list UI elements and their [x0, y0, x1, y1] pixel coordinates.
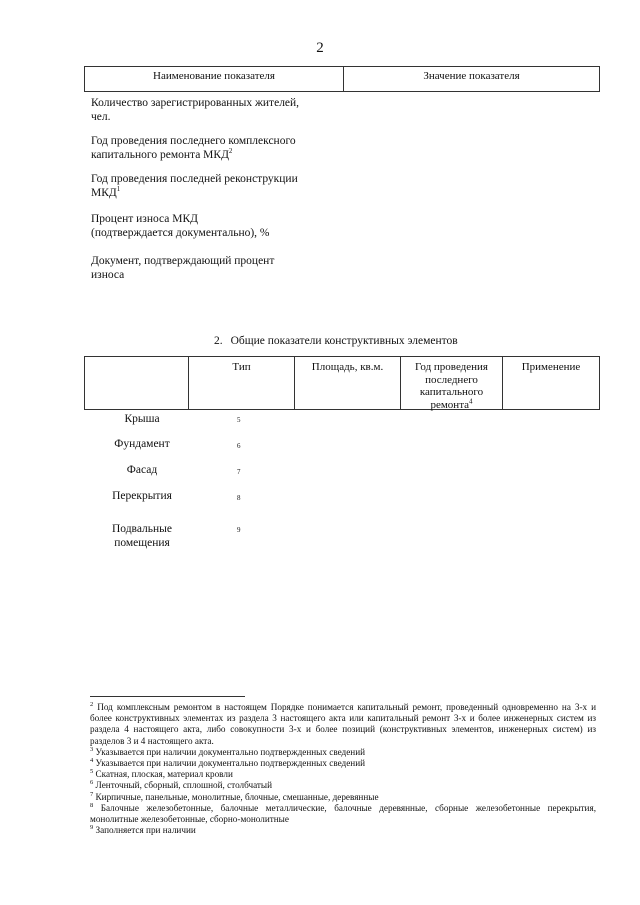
footnote-4 [90, 758, 596, 769]
indicator-row-wear-percent [91, 212, 341, 240]
footnote-2 [90, 702, 596, 747]
indicator-row-wear-document [91, 254, 341, 282]
indicator-row-line1: Процент износа МКД [91, 213, 198, 225]
footnote-5 [90, 769, 596, 780]
footnote-number: 9 [90, 824, 94, 832]
footnote-ref: 5 [237, 416, 241, 424]
footnote-7 [90, 792, 596, 803]
indicator-row-line2: МКД [91, 187, 117, 199]
footnote-text: Балочные железобетонные, балочные металлические, балочные деревянные, сборные железобетонные перекрытия, монолитные железобетонные, сборно-монолитные [90, 802, 596, 825]
element-foundation-label: Фундамент [114, 438, 170, 450]
indicator-row-line1: Документ, подтверждающий процент [91, 255, 275, 267]
footnote-6 [90, 780, 596, 791]
indicator-name-column-header: Наименование показателя [85, 67, 344, 91]
footnote-text: Скатная, плоская, материал кровли [93, 769, 233, 780]
footnote-number: 3 [90, 745, 94, 753]
footnote-number: 6 [90, 779, 94, 787]
footnote-ref: 4 [469, 396, 473, 405]
footnote-text: Указывается при наличии документально подтвержденных сведений [93, 758, 366, 769]
footnote-ref: 8 [237, 494, 241, 502]
footnote-ref: 7 [237, 468, 241, 476]
footnote-9 [90, 825, 596, 836]
footnote-ref: 6 [237, 442, 241, 450]
footnote-ref: 9 [237, 526, 241, 534]
indicator-row-reconstruction-year [91, 172, 341, 200]
indicator-row-line2: износа [91, 269, 125, 281]
footnote-3 [90, 747, 596, 758]
footnote-ref: 1 [116, 185, 121, 194]
element-basement-label [88, 522, 196, 550]
repair-year-header-line1: Год проведения [415, 361, 488, 373]
footnote-divider [90, 696, 245, 697]
section-title-text: Общие показатели конструктивных элементов [230, 335, 458, 347]
indicator-row-line1: Количество зарегистрированных жителей, [91, 97, 300, 109]
structural-elements-table-header [84, 356, 600, 410]
footnote-ref: 2 [228, 147, 233, 156]
usage-column-header: Применение [521, 361, 581, 373]
footnote-text: Заполняется при наличии [93, 825, 196, 836]
element-facade-label: Фасад [126, 464, 158, 476]
footnote-number: 2 [90, 700, 94, 708]
element-basement-line2: помещения [114, 537, 170, 549]
repair-year-column-header [401, 357, 503, 409]
indicator-row-line2: чел. [91, 111, 111, 123]
footnote-number: 8 [90, 801, 94, 809]
element-roof-label: Крыша [124, 413, 160, 425]
repair-year-header-line3: капитального [419, 386, 484, 398]
indicator-row-line2: (подтверждается документально), % [91, 227, 270, 239]
indicator-row-line1: Год проведения последнего комплексного [91, 135, 296, 147]
footnote-text: Под комплексным ремонтом в настоящем Порядке понимается капитальный ремонт, проведенный одновременно на 3-х и более конструктивных элементах из раздела 3 настоящего акта или капитальный ремонт 3-х и более инженерных систем из раздела 4 настоящего акта, либо совокупности 3-х и более позиций (конструктивных элементов, инженерных систем) из разделов 3 и 4 настоящего акта. [90, 702, 596, 746]
indicator-row-line2: капитального ремонта МКД [91, 149, 229, 161]
footnote-number: 4 [90, 756, 94, 764]
indicator-row-residents [91, 96, 341, 124]
indicator-row-complex-repair-year [91, 134, 341, 162]
footnote-number: 5 [90, 768, 94, 776]
footnote-number: 7 [90, 790, 94, 798]
footnote-text: Указывается при наличии документально подтвержденных сведений [93, 746, 366, 757]
element-basement-line1: Подвальные [111, 523, 173, 535]
element-column-header [85, 357, 189, 409]
area-column-header: Площадь, кв.м. [295, 357, 401, 409]
element-floors-label: Перекрытия [112, 490, 172, 502]
section-2-title [0, 335, 640, 347]
page-number: 2 [316, 40, 324, 56]
type-column-header: Тип [189, 357, 295, 409]
indicator-value-column-header: Значение показателя [423, 70, 520, 82]
footnote-text: Ленточный, сборный, сплошной, столбчатый [93, 780, 273, 791]
indicator-table-header [84, 66, 600, 92]
repair-year-header-line4: ремонта [430, 398, 470, 411]
repair-year-header-line2: последнего [425, 373, 478, 386]
footnote-text: Кирпичные, панельные, монолитные, блочные, смешанные, деревянные [93, 791, 379, 802]
footnotes [90, 702, 596, 836]
section-number: 2. [214, 335, 223, 347]
footnote-8 [90, 803, 596, 825]
indicator-row-line1: Год проведения последней реконструкции [91, 173, 298, 185]
